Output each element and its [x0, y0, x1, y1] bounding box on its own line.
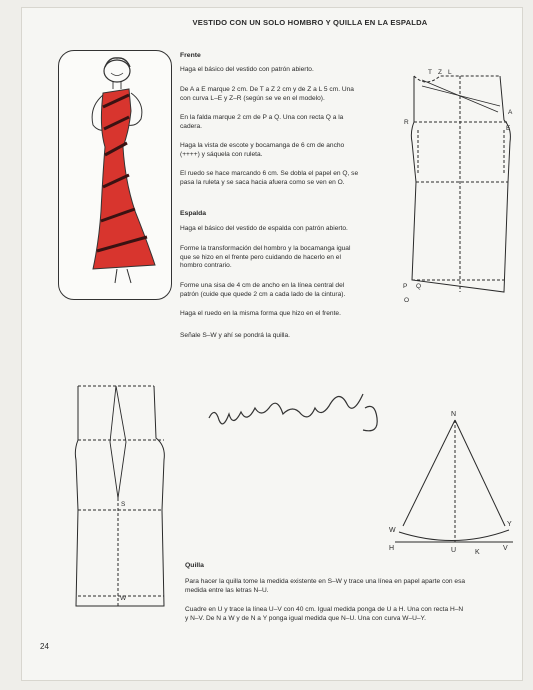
- espalda-heading: Espalda: [180, 210, 207, 217]
- dress-figure: [59, 51, 171, 299]
- frente-p1: Haga el básico del vestido con patrón abierto.: [180, 66, 314, 73]
- espalda-p2a: Forme la transformación del hombro y la bocamanga igual: [180, 245, 351, 252]
- quilla-p1a: Para hacer la quilla tome la medida existente en S–W y trace una línea en papel aparte con esa: [185, 578, 466, 585]
- back-pattern-diagram: [66, 380, 176, 612]
- frente-p4a: Haga la vista de escote y bocamanga de 6 cm de ancho: [180, 142, 345, 149]
- label-O: O: [404, 297, 410, 304]
- frente-heading: Frente: [180, 52, 201, 59]
- front-pattern-diagram: [400, 62, 520, 312]
- label-H: H: [389, 545, 395, 552]
- page-title: VESTIDO CON UN SOLO HOMBRO Y QUILLA EN LA ESPALDA: [192, 18, 428, 27]
- label-W-quilla: W: [389, 527, 396, 534]
- frente-p5a: El ruedo se hace marcando 6 cm. Se dobla el papel en Q, se: [180, 170, 359, 177]
- page-number: 24: [40, 642, 49, 651]
- label-Z: Z: [438, 69, 442, 76]
- label-W: W: [120, 595, 127, 602]
- label-N: N: [451, 411, 457, 418]
- label-Y: Y: [507, 521, 512, 528]
- fashion-illustration: [58, 50, 172, 300]
- label-P: P: [403, 283, 408, 290]
- frente-p5b: pasa la ruleta y se saca hacia afuera como se ven en O.: [180, 178, 345, 186]
- signature: [205, 400, 395, 440]
- frente-p3b: cadera.: [180, 122, 202, 130]
- quilla-diagram: [385, 408, 515, 558]
- quilla-p2b: y N–V. De N a W y de N a Y ponga igual medida que N–U. Una con curva W–U–Y.: [185, 614, 426, 622]
- espalda-p3a: Forme una sisa de 4 cm de ancho en la línea central del: [180, 282, 345, 289]
- espalda-p1: Haga el básico del vestido de espalda con patrón abierto.: [180, 225, 348, 232]
- label-R: R: [404, 119, 409, 126]
- frente-p3a: En la falda marque 2 cm de P a Q. Una con recta Q a la: [180, 114, 344, 121]
- frente-p2a: De A a E marque 2 cm. De T a Z 2 cm y de Z a L 5 cm. Una: [180, 86, 354, 93]
- quilla-p1b: medida entre las letras N–U.: [185, 586, 269, 594]
- label-S: S: [121, 501, 126, 508]
- espalda-p2c: hombro contrario.: [180, 262, 232, 270]
- espalda-p2b: que se hizo en el frente pero cuidando de hacerlo en el: [180, 253, 341, 261]
- label-E: E: [506, 125, 511, 132]
- frente-p4b: (++++) y sáquela con ruleta.: [180, 150, 263, 158]
- label-T: T: [428, 69, 432, 76]
- espalda-p3b: patrón (cuide que quede 2 cm a cada lado de la cintura).: [180, 290, 346, 298]
- quilla-p2a: Cuadre en U y trace la línea U–V con 40 cm. Igual medida ponga de U a H. Una con recta H–N: [185, 606, 464, 613]
- label-L: L: [448, 69, 452, 76]
- label-Q: Q: [416, 283, 422, 290]
- label-U: U: [451, 547, 457, 554]
- frente-p2b: con curva L–E y Z–R (según se ve en el modelo).: [180, 94, 325, 102]
- quilla-heading: Quilla: [185, 562, 204, 569]
- label-A: A: [508, 109, 513, 116]
- espalda-p4: Haga el ruedo en la misma forma que hizo en el frente.: [180, 310, 341, 317]
- label-K: K: [475, 549, 480, 556]
- label-V: V: [503, 545, 508, 552]
- espalda-p5: Señale S–W y ahí se pondrá la quilla.: [180, 332, 290, 339]
